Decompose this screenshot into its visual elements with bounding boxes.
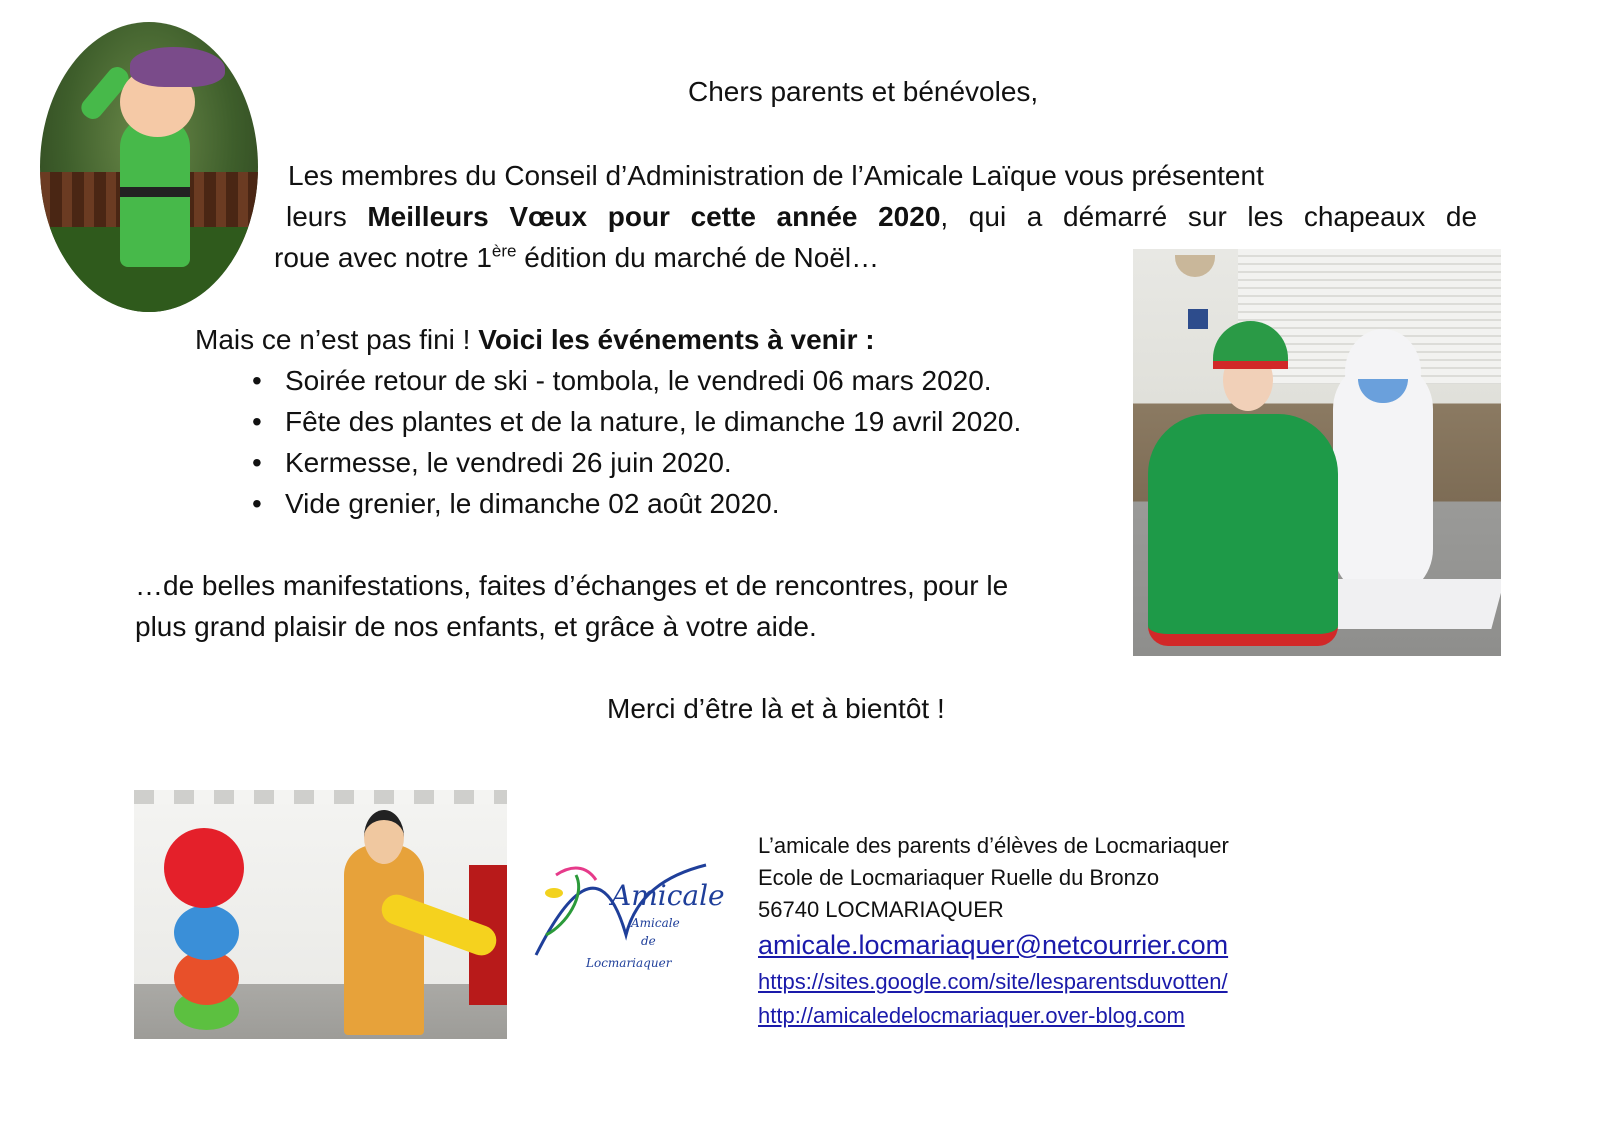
intro-line-1: Les membres du Conseil d’Administration de l’Amicale Laïque vous présentent: [288, 160, 1264, 191]
thanks-line: Merci d’être là et à bientôt !: [607, 693, 945, 724]
balloon-artist-photo: [134, 790, 507, 1039]
svg-text:Amicale: Amicale: [631, 916, 680, 930]
logo-wordmark: Amicale: [611, 879, 725, 912]
google-site-link[interactable]: https://sites.google.com/site/lesparentsduvotten/: [758, 969, 1228, 994]
dwarf-cartoon-image: [40, 22, 258, 312]
intro-line-2: leurs Meilleurs Vœux pour cette année 2020, qui a démarré sur les chapeaux de: [286, 201, 1478, 232]
events-intro: Mais ce n’est pas fini ! Voici les événements à venir :: [195, 324, 875, 355]
blog-link[interactable]: http://amicaledelocmariaquer.over-blog.com: [758, 1003, 1185, 1028]
event-item: • Soirée retour de ski - tombola, le vendredi 06 mars 2020.: [252, 365, 992, 396]
events-heading: Voici les événements à venir :: [478, 324, 875, 355]
school-address: Ecole de Locmariaquer Ruelle du Bronzo: [758, 865, 1160, 890]
email-link[interactable]: amicale.locmariaquer@netcourrier.com: [758, 930, 1229, 960]
events-list: [252, 360, 1022, 524]
closing-line-1: …de belles manifestations, faites d’échanges et de rencontres, pour le: [135, 570, 1009, 601]
amicale-logo: [516, 835, 736, 995]
elf-snowman-photo: [1133, 249, 1501, 656]
intro-line-3: roue avec notre 1ère édition du marché de Noël…: [274, 241, 880, 273]
svg-text:de: de: [641, 934, 656, 948]
wishes-bold: Meilleurs Vœux pour cette année 2020: [367, 201, 941, 232]
event-item: • Kermesse, le vendredi 26 juin 2020.: [252, 447, 732, 478]
event-item: • Fête des plantes et de la nature, le dimanche 19 avril 2020.: [252, 406, 1022, 437]
event-item: • Vide grenier, le dimanche 02 août 2020.: [252, 488, 780, 519]
svg-text:Locmariaquer: Locmariaquer: [586, 956, 672, 970]
greeting: Chers parents et bénévoles,: [688, 76, 1039, 107]
city-line: 56740 LOCMARIAQUER: [758, 897, 1004, 922]
closing-line-2: plus grand plaisir de nos enfants, et grâce à votre aide.: [135, 611, 817, 642]
org-name: L’amicale des parents d’élèves de Locmariaquer: [758, 833, 1229, 858]
